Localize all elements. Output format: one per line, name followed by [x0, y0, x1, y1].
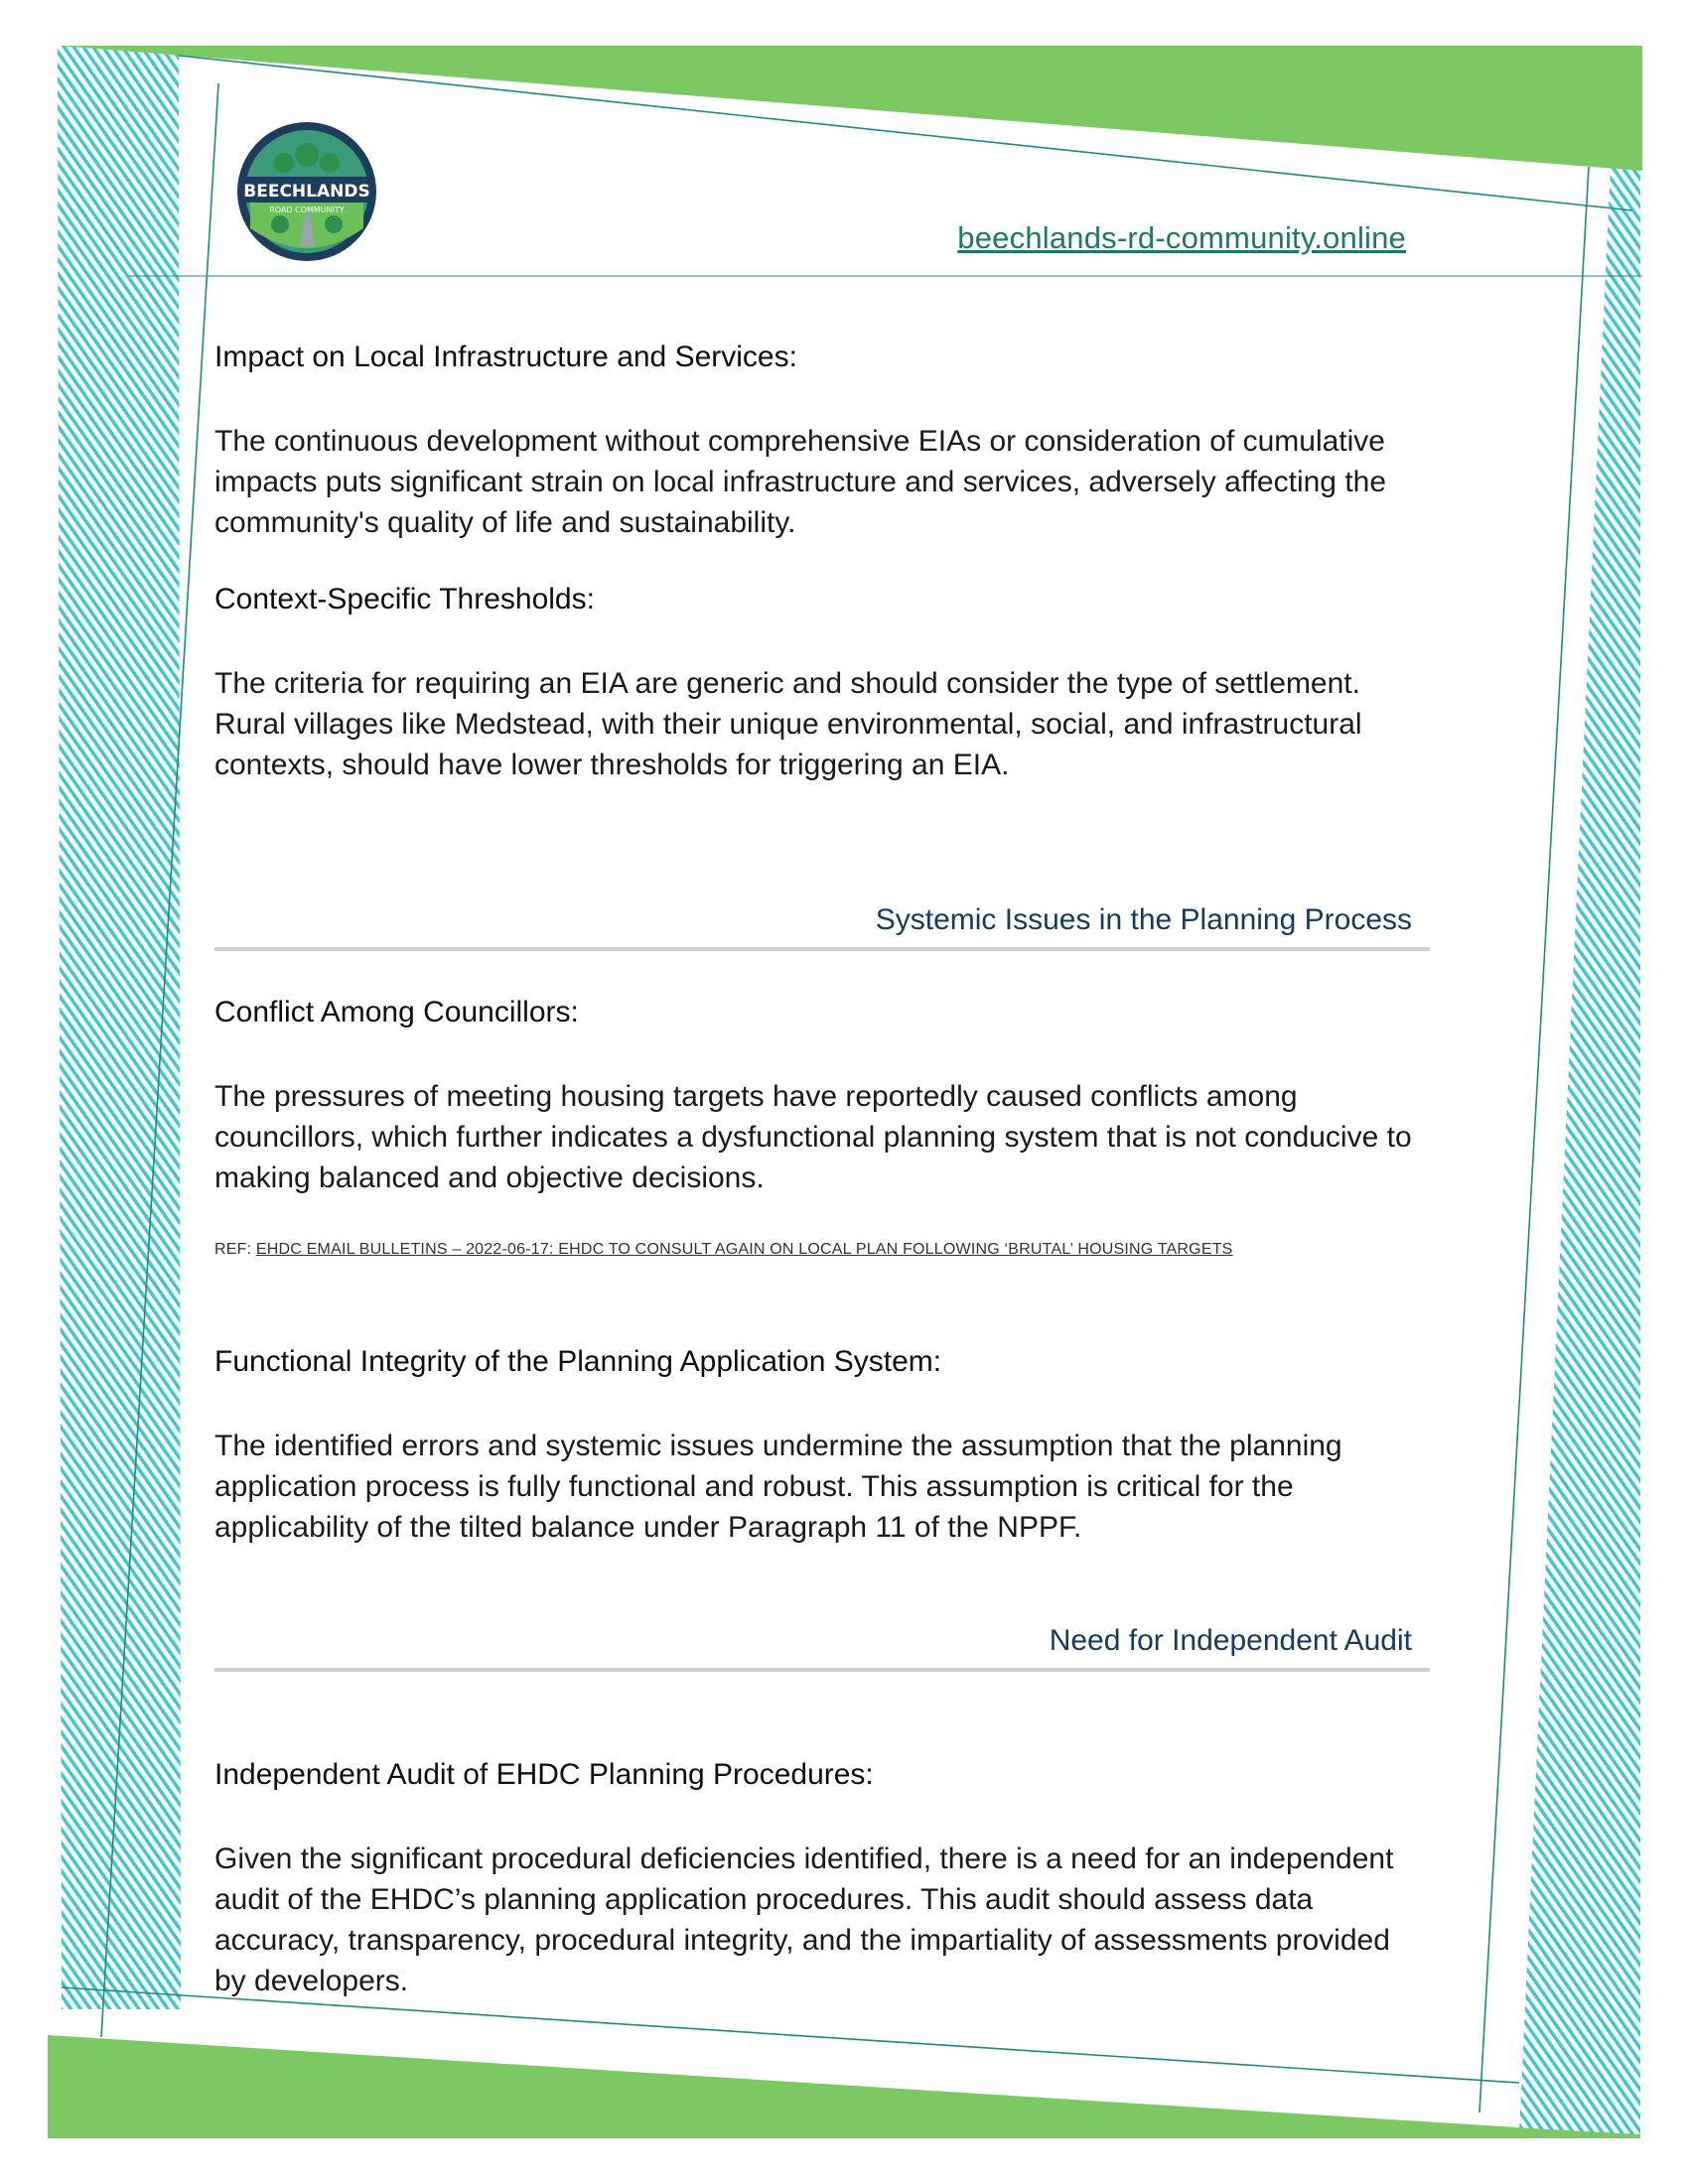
infrastructure-body: The continuous development without comprehensive EIAs or consideration of cumulative impacts puts significant strain on local infrastructure and services, adversely affecting the community's quality of life and sustainability. — [214, 425, 1387, 539]
systemic-issues-title: Systemic Issues in the Planning Process — [214, 903, 1430, 951]
beechlands-logo — [234, 119, 379, 264]
ref-link[interactable]: EHDC EMAIL BULLETINS – 2022-06-17: EHDC TO CONSULT AGAIN ON LOCAL PLAN FOLLOWING ‘BRUTAL’ HOUSING TARGETS — [255, 1241, 1233, 1258]
logo-text: BEECHLANDS — [243, 182, 370, 202]
conflict-heading: Conflict Among Councillors: — [214, 996, 579, 1028]
audit-body: Given the significant procedural deficiencies identified, there is a need for an independent audit of the EHDC’s planning application procedures. This audit should assess data accuracy, transparency, procedural integrity, and the impartiality of assessments provided by developers. — [214, 1843, 1394, 1997]
infrastructure-heading: Impact on Local Infrastructure and Services: — [214, 341, 797, 373]
thresholds-body: The criteria for requiring an EIA are generic and should consider the type of settlement. Rural villages like Medstead, with their unique environmental, social, and infrastructural contexts, should have lower thresholds for triggering an EIA. — [214, 667, 1362, 781]
integrity-heading: Functional Integrity of the Planning Application System: — [214, 1345, 942, 1378]
conflict-body: The pressures of meeting housing targets have reportedly caused conflicts among councillors, which further indicates a dysfunctional planning system that is not conducive to making balanced and objective decisions. — [214, 1080, 1412, 1194]
independent-audit-title: Need for Independent Audit — [214, 1624, 1430, 1672]
thresholds-heading: Context-Specific Thresholds: — [214, 583, 595, 615]
integrity-body: The identified errors and systemic issues undermine the assumption that the planning application process is fully functional and robust. This assumption is critical for the applicability of the tilted balance under Paragraph 11 of the NPPF. — [214, 1430, 1342, 1544]
logo-subtext: ROAD COMMUNITY — [269, 205, 345, 214]
ref-prefix: REF: — [214, 1241, 252, 1258]
bottom-green-band — [48, 2035, 1640, 2138]
conflict-reference — [214, 1241, 1446, 1259]
website-link[interactable]: beechlands-rd-community.online — [957, 220, 1406, 255]
audit-heading: Independent Audit of EHDC Planning Procedures: — [214, 1758, 874, 1791]
